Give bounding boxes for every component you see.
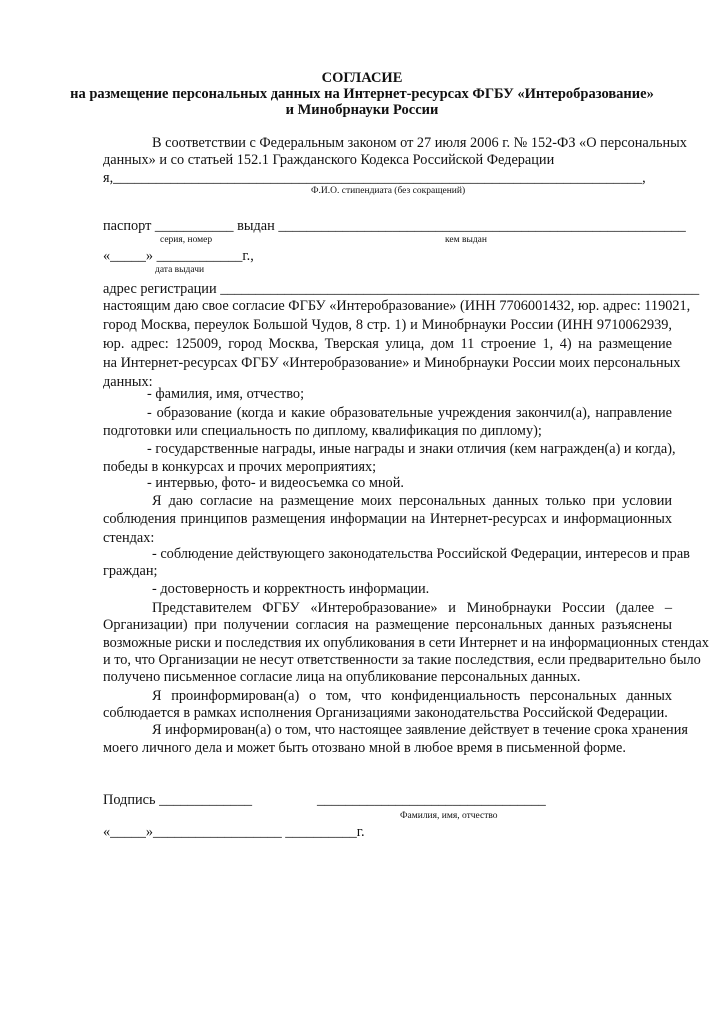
document-subtitle: на размещение персональных данных на Интернет-ресурсах ФГБУ «Интеробразование» [70, 86, 654, 102]
validity-line: Я информирован(а) о том, что настоящее заявление действует в течение срока хранения [152, 722, 688, 738]
list-item: победы в конкурсах и прочих мероприятиях; [103, 459, 377, 475]
condition-item: - достоверность и корректность информации. [152, 581, 430, 597]
confidentiality-line: Я проинформирован(а) о том, что конфиденциальность персональных данных [152, 688, 672, 704]
confidentiality-line: соблюдается в рамках исполнения Организациями законодательства Российской Федерации. [103, 705, 668, 721]
consent-line: настоящим даю свое согласие ФГБУ «Интеробразование» (ИНН 7706001432, юр. адрес: 119021, [103, 298, 691, 314]
intro-line: данных» и со статьей 152.1 Гражданского Кодекса Российской Федерации [103, 152, 555, 168]
conditions-line: Я даю согласие на размещение моих персональных данных только при условии [152, 493, 672, 509]
full-name-caption: Фамилия, имя, отчество [400, 811, 498, 821]
list-item: - интервью, фото- и видеосъемка со мной. [147, 475, 404, 491]
name-field-caption: Ф.И.О. стипендиата (без сокращений) [311, 186, 466, 196]
consent-line: на Интернет-ресурсах ФГБУ «Интеробразование» и Минобрнауки России моих персональных [103, 355, 681, 371]
issue-date-caption: дата выдачи [155, 265, 205, 275]
passport-field-line: паспорт ___________ выдан _________________________________________________________ [103, 218, 686, 234]
risks-line: возможные риски и последствия их опубликования в сети Интернет и на информационных стендах [103, 635, 709, 651]
risks-line: получено письменное согласие лица на опубликование персональных данных. [103, 669, 581, 685]
conditions-line: стендах: [103, 530, 155, 546]
address-field-line: адрес регистрации ___________________________________________________________________ [103, 281, 700, 297]
condition-item: - соблюдение действующего законодательства Российской Федерации, интересов и прав [152, 546, 690, 562]
risks-line: Организации) при получении согласия на размещение персональных данных разъяснены [103, 617, 672, 633]
full-name-field-line: ________________________________ [317, 792, 546, 808]
name-field-line: я,__________________________________________________________________________, [103, 170, 646, 186]
consent-line: данных: [103, 374, 153, 390]
document-title: СОГЛАСИЕ [321, 70, 403, 86]
list-item: подготовки или специальность по диплому, квалификация по диплому); [103, 423, 542, 439]
risks-line: Представителем ФГБУ «Интеробразование» и Минобрнауки России (далее – [152, 600, 672, 616]
list-item: - образование (когда и какие образовательные учреждения закончил(а), направление [147, 405, 672, 421]
consent-line: город Москва, переулок Большой Чудов, 8 стр. 1) и Минобрнауки России (ИНН 9710062939, [103, 317, 672, 333]
signature-date-field-line: «_____»__________________ __________г. [103, 824, 365, 840]
list-item: - фамилия, имя, отчество; [147, 386, 305, 402]
conditions-line: соблюдения принципов размещения информации на Интернет-ресурсах и информационных [103, 511, 672, 527]
list-item: - государственные награды, иные награды и знаки отличия (кем награжден(а) и когда), [147, 441, 676, 457]
validity-line: моего личного дела и может быть отозвано мной в любое время в письменной форме. [103, 740, 626, 756]
passport-issuer-caption: кем выдан [445, 235, 487, 245]
intro-line: В соответствии с Федеральным законом от 27 июля 2006 г. № 152-ФЗ «О персональных [152, 135, 687, 151]
passport-series-caption: серия, номер [160, 235, 213, 245]
signature-field-line: Подпись _____________ [103, 792, 253, 808]
condition-item: граждан; [103, 563, 158, 579]
issue-date-field-line: «_____» ____________г., [103, 248, 254, 264]
risks-line: и то, что Организации не несут ответственности за такие последствия, если предварительно было [103, 652, 701, 668]
consent-line: юр. адрес: 125009, город Москва, Тверская улица, дом 11 строение 1, 4) на размещение [103, 336, 672, 352]
document-subtitle: и Минобрнауки России [285, 102, 439, 118]
